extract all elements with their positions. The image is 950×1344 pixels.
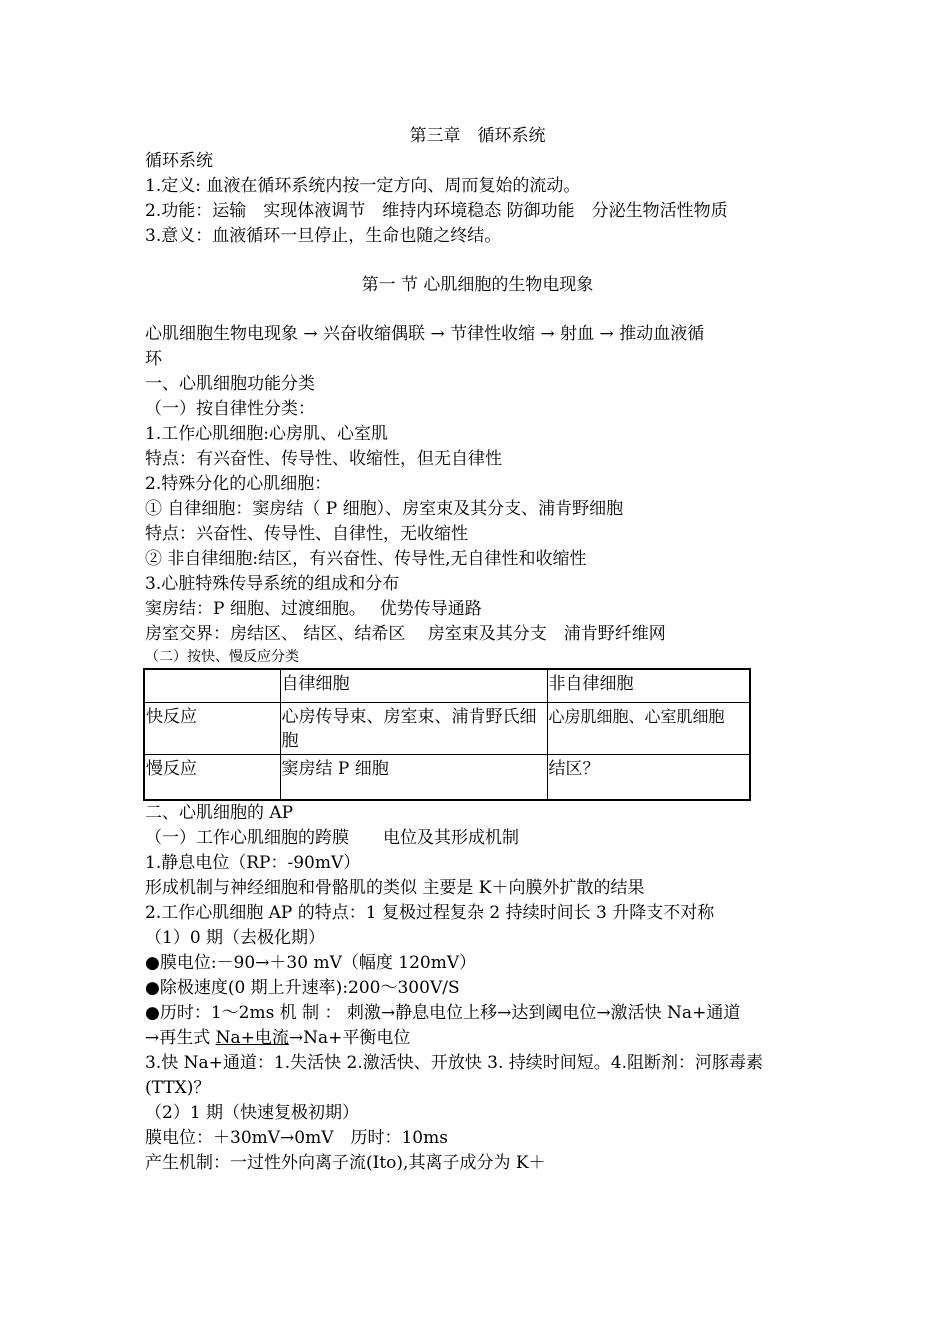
significance-line: 3.意义：血液循环一旦停止，生命也随之终结。 [145, 226, 502, 246]
text-line: 产生机制：一过性外向离子流(Ito),其离子成分为 K＋ [145, 1153, 546, 1173]
text-line: ●历时：1～2ms 机 制 ： 刺激→静息电位上移→达到阈电位→激活快 Na+通道 [145, 1003, 741, 1023]
spacer [145, 298, 810, 322]
table-cell [144, 669, 280, 702]
spacer [145, 249, 810, 273]
intro-heading: 循环系统 [145, 151, 213, 171]
text-line: 3.快 Na+通道：1.失活快 2.激活快、开放快 3. 持续时间短。4.阻断剂：河豚毒素 [145, 1053, 763, 1073]
classification-table [143, 668, 751, 801]
flow-line: 心肌细胞生物电现象 → 兴奋收缩偶联 → 节律性收缩 → 射血 → 推动血液循 [145, 324, 705, 344]
definition-line: 1.定义: 血液在循环系统内按一定方向、周而复始的流动。 [145, 176, 581, 196]
table-cell: 结区？ [547, 754, 750, 800]
text-line: (TTX)？ [145, 1078, 211, 1098]
text-line: ●除极速度(0 期上升速率):200～300V/S [145, 978, 460, 998]
part1-heading: 一、心肌细胞功能分类 [145, 374, 315, 394]
part1-subheading: （一）按自律性分类： [145, 399, 315, 419]
text-line: 膜电位：＋30mV→0mV 历时：10ms [145, 1128, 448, 1148]
table-cell: 非自律细胞 [547, 669, 750, 702]
table-row [144, 754, 750, 800]
text-span: →Na+平衡电位 [288, 1028, 411, 1048]
text-line: 特点：兴奋性、传导性、自律性，无收缩性 [145, 524, 468, 544]
text-line [145, 1026, 810, 1051]
table-cell: 心房肌细胞、心室肌细胞 [547, 702, 750, 754]
text-line: （2）1 期（快速复极初期） [145, 1103, 360, 1123]
table-cell: 快反应 [144, 702, 280, 754]
text-line: ① 自律细胞：窦房结（ P 细胞）、房室束及其分支、浦肯野细胞 [145, 499, 624, 519]
text-line: 1.工作心肌细胞:心房肌、心室肌 [145, 424, 388, 444]
text-line: 形成机制与神经细胞和骨骼肌的类似 主要是 K＋向膜外扩散的结果 [145, 878, 645, 898]
underlined-term: Na+电流 [215, 1028, 289, 1048]
text-line: 1.静息电位（RP：-90mV） [145, 853, 361, 873]
document-body [145, 124, 810, 1176]
table-cell: 窦房结 P 细胞 [280, 754, 547, 800]
text-line: 特点：有兴奋性、传导性、收缩性，但无自律性 [145, 449, 502, 469]
function-line: 2.功能：运输 实现体液调节 维持内环境稳态 防御功能 分泌生物活性物质 [145, 201, 728, 221]
table-header-row [144, 669, 750, 702]
table-row [144, 702, 750, 754]
text-line: 2.工作心肌细胞 AP 的特点：1 复极过程复杂 2 持续时间长 3 升降支不对称 [145, 903, 715, 923]
text-line: 2.特殊分化的心肌细胞： [145, 474, 332, 494]
text-line: 3.心脏特殊传导系统的组成和分布 [145, 574, 400, 594]
text-span: →再生式 [145, 1028, 216, 1048]
text-line: ② 非自律细胞:结区，有兴奋性、传导性,无自律性和收缩性 [145, 549, 587, 569]
text-line: ●膜电位:－90→＋30 mV（幅度 120mV） [145, 953, 477, 973]
part2-subheading: （一）工作心肌细胞的跨膜 电位及其形成机制 [145, 828, 519, 848]
table-cell: 自律细胞 [280, 669, 547, 702]
text-line: （1）0 期（去极化期） [145, 928, 326, 948]
part1-subheading-2: （二）按快、慢反应分类 [145, 649, 299, 665]
table-cell: 心房传导束、房室束、浦肯野氏细胞 [280, 702, 547, 754]
part2-heading: 二、心肌细胞的 AP [145, 803, 294, 823]
text-line: 房室交界：房结区、 结区、结希区 房室束及其分支 浦肯野纤维网 [145, 624, 666, 644]
text-line: 窦房结：P 细胞、过渡细胞。 优势传导通路 [145, 599, 482, 619]
flow-line-continued: 环 [145, 349, 162, 369]
table-cell: 慢反应 [144, 754, 280, 800]
section-title: 第一 节 心肌细胞的生物电现象 [361, 275, 594, 295]
chapter-title: 第三章 循环系统 [409, 126, 546, 146]
